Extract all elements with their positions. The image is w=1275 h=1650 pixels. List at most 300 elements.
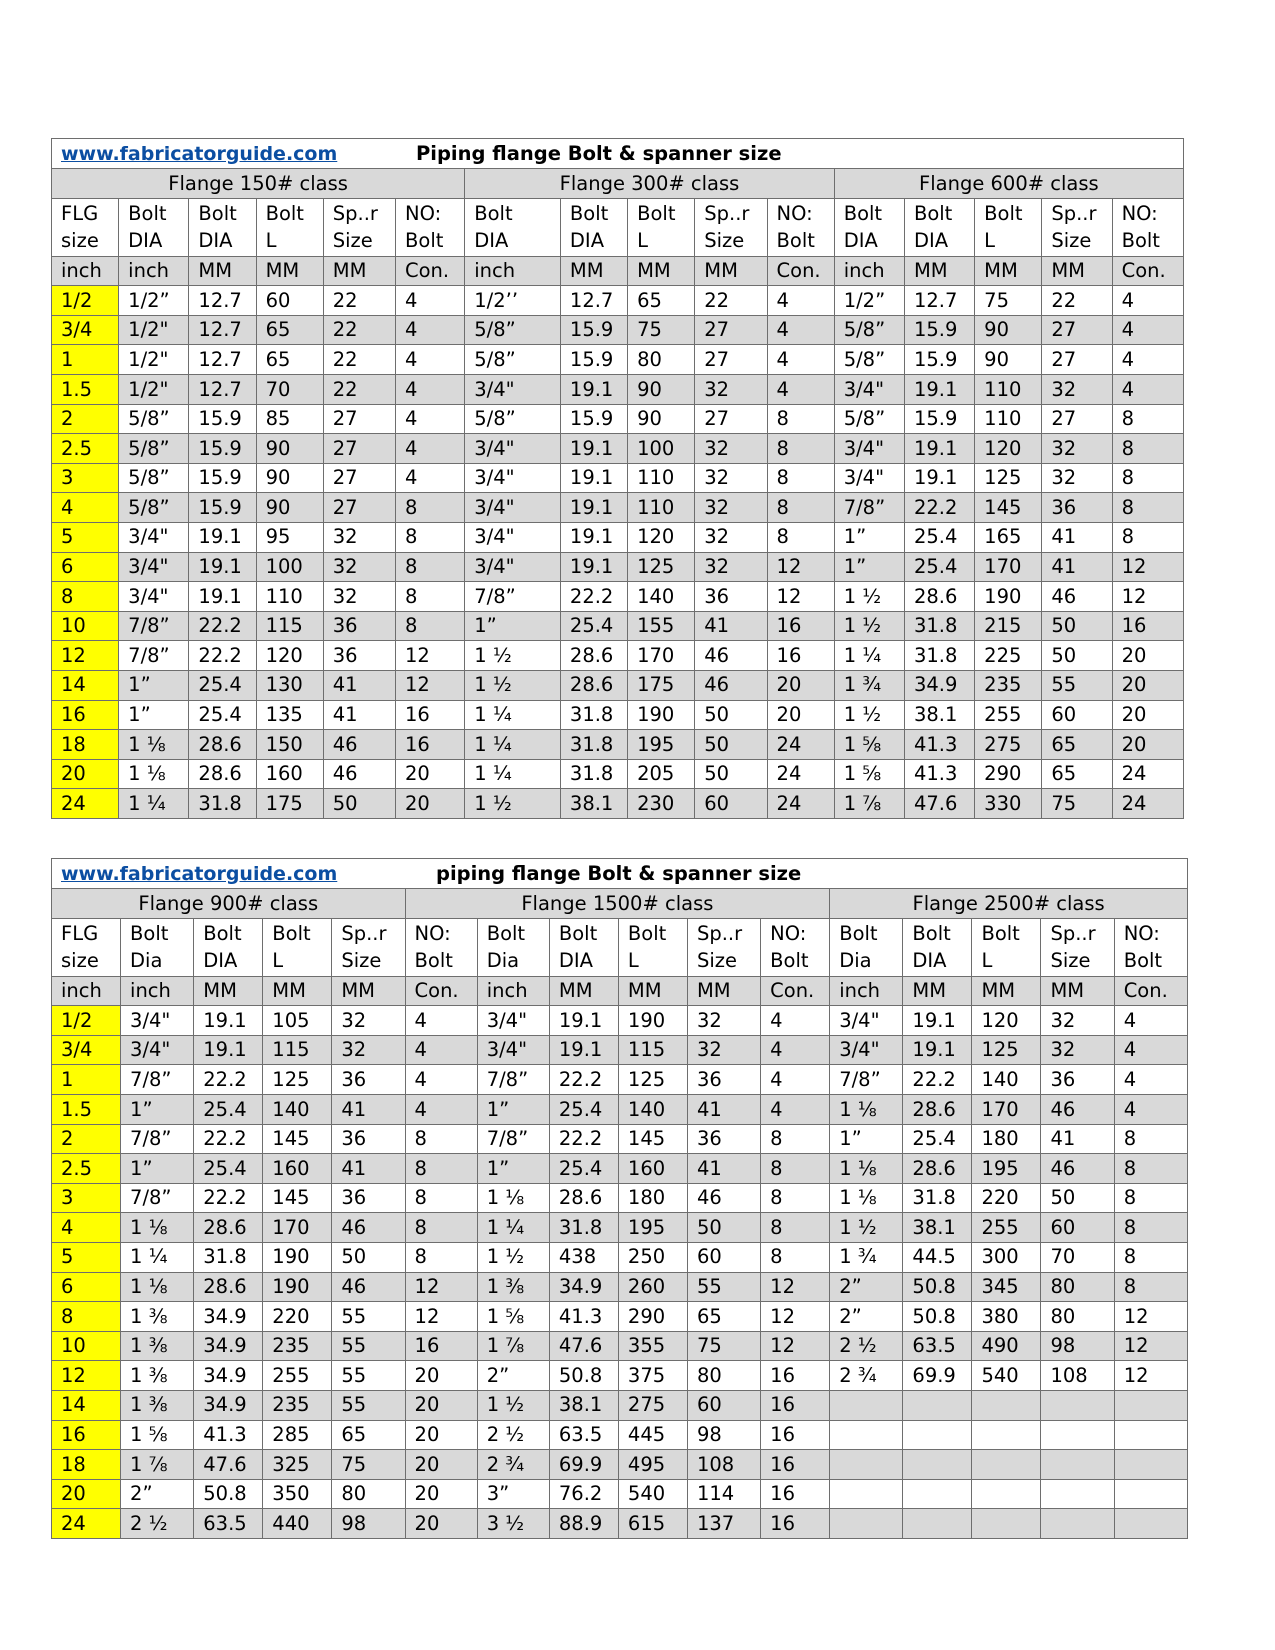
table-cell: 41: [687, 1094, 760, 1124]
table-cell: 3/4": [121, 1006, 194, 1036]
table-cell: 12: [761, 1272, 830, 1302]
table-cell: 230: [628, 789, 695, 819]
class-row: [52, 169, 1184, 199]
table-cell: 170: [263, 1213, 332, 1243]
table-cell: 15.9: [560, 345, 627, 375]
table-cell: [972, 1390, 1041, 1420]
table-cell: 4: [396, 315, 465, 345]
table-cell: 36: [332, 1183, 405, 1213]
table-cell: 16: [761, 1450, 830, 1480]
unit-cell: MM: [323, 256, 395, 286]
column-header-line1: Bolt: [198, 202, 237, 226]
table-cell: 90: [256, 493, 323, 523]
table-cell: 22: [323, 374, 395, 404]
table-cell: 90: [975, 315, 1042, 345]
column-header-line2: DIA: [913, 228, 949, 252]
class-row: [52, 889, 1188, 919]
flange-size-cell: 8: [52, 1302, 121, 1332]
table-cell: [972, 1509, 1041, 1539]
table-cell: 195: [628, 730, 695, 760]
table-cell: [1041, 1390, 1114, 1420]
table-cell: 2 ½: [477, 1420, 549, 1450]
column-header-line2: Dia: [486, 948, 520, 972]
unit-cell: MM: [687, 976, 760, 1006]
table-cell: [1041, 1420, 1114, 1450]
column-header: [52, 918, 121, 976]
table-cell: 255: [972, 1213, 1041, 1243]
unit-cell: Con.: [405, 976, 477, 1006]
table-cell: 114: [687, 1479, 760, 1509]
table-cell: 15.9: [189, 493, 256, 523]
table-cell: 36: [332, 1124, 405, 1154]
table-cell: 16: [396, 730, 465, 760]
table-cell: 8: [1114, 1213, 1187, 1243]
table-cell: 1 ⅛: [119, 759, 189, 789]
table-cell: 135: [256, 700, 323, 730]
column-header-line1: Bolt: [558, 922, 598, 946]
column-header: [189, 198, 256, 256]
unit-cell: MM: [1041, 976, 1114, 1006]
unit-cell: Con.: [1112, 256, 1183, 286]
table-cell: 8: [1112, 522, 1183, 552]
table-cell: 1 ¼: [121, 1242, 194, 1272]
table-cell: 4: [396, 463, 465, 493]
table-cell: 65: [628, 286, 695, 316]
column-header-line1: Bolt: [839, 922, 878, 946]
table-cell: [1041, 1450, 1114, 1480]
table-cell: 65: [687, 1302, 760, 1332]
table-cell: 19.1: [904, 374, 974, 404]
column-header-line2: Bolt: [1123, 948, 1163, 972]
table-cell: 1”: [119, 670, 189, 700]
table-cell: 260: [618, 1272, 687, 1302]
table-cell: 2”: [830, 1272, 903, 1302]
table-cell: 20: [396, 789, 465, 819]
column-header: [405, 918, 477, 976]
column-header: [618, 918, 687, 976]
table-cell: 145: [263, 1183, 332, 1213]
table-cell: 4: [767, 345, 834, 375]
table-cell: 4: [761, 1006, 830, 1036]
table-cell: 36: [323, 611, 395, 641]
column-header-line1: Bolt: [984, 202, 1023, 226]
flange-size-cell: 6: [52, 552, 119, 582]
table-cell: 27: [695, 404, 767, 434]
table-cell: 350: [263, 1479, 332, 1509]
table-cell: 3/4": [830, 1035, 903, 1065]
column-header-line2: Bolt: [770, 948, 809, 972]
column-header-line2: DIA: [558, 948, 593, 972]
table-cell: 145: [263, 1124, 332, 1154]
table-cell: 31.8: [549, 1213, 618, 1243]
column-header: [975, 198, 1042, 256]
column-header: [256, 198, 323, 256]
table-cell: 28.6: [189, 759, 256, 789]
table-cell: 275: [975, 730, 1042, 760]
flange-size-cell: 1: [52, 1065, 121, 1095]
table-cell: 3”: [477, 1479, 549, 1509]
column-header-line2: size: [61, 948, 99, 972]
table-cell: 28.6: [903, 1154, 972, 1184]
table-cell: [1114, 1479, 1187, 1509]
table-cell: 160: [618, 1154, 687, 1184]
table-cell: 235: [263, 1331, 332, 1361]
table-cell: 22.2: [549, 1065, 618, 1095]
table-cell: 75: [687, 1331, 760, 1361]
table-row: [52, 1390, 1188, 1420]
unit-cell: inch: [830, 976, 903, 1006]
table-cell: 27: [323, 434, 395, 464]
table-cell: 41.3: [904, 759, 974, 789]
flange-size-cell: 1.5: [52, 374, 119, 404]
table-row: [52, 1154, 1188, 1184]
table-cell: 1 ⅛: [830, 1183, 903, 1213]
flange-size-cell: 12: [52, 1361, 121, 1391]
column-header-line1: Bolt: [637, 202, 676, 226]
table-row: [52, 374, 1184, 404]
flange-size-cell: 16: [52, 1420, 121, 1450]
table-cell: 41.3: [904, 730, 974, 760]
table-cell: 12: [1112, 552, 1183, 582]
table-cell: 1 ⅞: [834, 789, 904, 819]
table-cell: 44.5: [903, 1242, 972, 1272]
table-cell: 31.8: [903, 1183, 972, 1213]
table-cell: 1 ¼: [119, 789, 189, 819]
table-cell: 108: [1041, 1361, 1114, 1391]
table-row: [52, 730, 1184, 760]
table-cell: 5/8”: [465, 315, 561, 345]
table-cell: 46: [332, 1213, 405, 1243]
table-cell: 50: [1042, 611, 1112, 641]
table-row: [52, 1094, 1188, 1124]
table-cell: 28.6: [560, 641, 627, 671]
column-header-line1: Bolt: [265, 202, 304, 226]
table-cell: 31.8: [904, 611, 974, 641]
table-cell: 15.9: [189, 434, 256, 464]
table-cell: 22: [1042, 286, 1112, 316]
table-cell: 1 ½: [477, 1242, 549, 1272]
table-cell: [1114, 1390, 1187, 1420]
table-cell: 46: [1041, 1094, 1114, 1124]
table-cell: 190: [263, 1242, 332, 1272]
table-cell: 345: [972, 1272, 1041, 1302]
table-cell: 31.8: [904, 641, 974, 671]
table-cell: 1 ⅜: [477, 1272, 549, 1302]
flange-size-cell: 18: [52, 1450, 121, 1480]
table-cell: 60: [687, 1242, 760, 1272]
table-cell: 1/2": [119, 345, 189, 375]
table-cell: 50: [323, 789, 395, 819]
table-cell: 8: [1112, 493, 1183, 523]
table-cell: 8: [405, 1183, 477, 1213]
table-row: [52, 670, 1184, 700]
column-header-line2: DIA: [474, 228, 509, 252]
table-cell: 1/2’’: [465, 286, 561, 316]
table-cell: 32: [323, 522, 395, 552]
table-cell: 20: [405, 1420, 477, 1450]
table-cell: 16: [761, 1420, 830, 1450]
table-cell: 8: [767, 522, 834, 552]
table-cell: 32: [1042, 463, 1112, 493]
table-cell: 16: [761, 1479, 830, 1509]
table-row: [52, 789, 1184, 819]
table-cell: 60: [687, 1390, 760, 1420]
column-header-line1: Bolt: [569, 202, 609, 226]
table-cell: 32: [695, 434, 767, 464]
table-row: [52, 1450, 1188, 1480]
table-cell: [1114, 1420, 1187, 1450]
table-cell: 25.4: [194, 1094, 263, 1124]
table-cell: 115: [618, 1035, 687, 1065]
table-cell: 98: [1041, 1331, 1114, 1361]
table-cell: 27: [1042, 315, 1112, 345]
flange-table-900-1500-2500: [51, 858, 1188, 1539]
column-header: [830, 918, 903, 976]
column-header: [323, 198, 395, 256]
table-cell: 1/2": [119, 374, 189, 404]
table-cell: 34.9: [194, 1390, 263, 1420]
table-cell: 63.5: [549, 1420, 618, 1450]
table-cell: 108: [687, 1450, 760, 1480]
table-cell: 1 ¼: [465, 730, 561, 760]
table-cell: 22.2: [194, 1065, 263, 1095]
column-header-line2: Dia: [130, 948, 163, 972]
table-cell: [830, 1450, 903, 1480]
flange-size-cell: 2: [52, 1124, 121, 1154]
unit-cell: MM: [189, 256, 256, 286]
table-cell: 12: [767, 552, 834, 582]
table-cell: 195: [972, 1154, 1041, 1184]
table-cell: 8: [396, 493, 465, 523]
table-row: [52, 404, 1184, 434]
table-cell: 28.6: [560, 670, 627, 700]
table-cell: 8: [761, 1242, 830, 1272]
table-cell: 50: [1042, 641, 1112, 671]
site-link[interactable]: www.fabricatorguide.com: [61, 142, 338, 165]
table-row: [52, 1302, 1188, 1332]
table-cell: 1 ⅞: [477, 1331, 549, 1361]
table-cell: 12.7: [189, 345, 256, 375]
table-cell: 5/8”: [119, 493, 189, 523]
table-cell: 20: [767, 670, 834, 700]
table-cell: 24: [767, 759, 834, 789]
table-row: [52, 552, 1184, 582]
table-cell: 32: [332, 1035, 405, 1065]
table-cell: 15.9: [560, 404, 627, 434]
table-cell: 4: [767, 315, 834, 345]
table-cell: 19.1: [549, 1035, 618, 1065]
table-cell: 41: [323, 670, 395, 700]
table-cell: 12: [761, 1302, 830, 1332]
table-cell: [1114, 1450, 1187, 1480]
table-cell: [903, 1420, 972, 1450]
table-cell: 27: [323, 404, 395, 434]
table-cell: 3/4": [834, 434, 904, 464]
table-cell: 50.8: [903, 1272, 972, 1302]
table-cell: 170: [975, 552, 1042, 582]
flange-table-150-300-600: [51, 138, 1184, 819]
column-header: [904, 198, 974, 256]
flange-size-cell: 1/2: [52, 1006, 121, 1036]
table-cell: 1 ½: [465, 789, 561, 819]
column-header-line2: L: [637, 228, 648, 252]
column-header-line1: Sp..r: [332, 202, 378, 226]
table-cell: 20: [396, 759, 465, 789]
table-cell: 15.9: [904, 404, 974, 434]
table-cell: 190: [618, 1006, 687, 1036]
column-header-line2: Dia: [839, 948, 872, 972]
table-cell: 46: [1041, 1154, 1114, 1184]
table-cell: 28.6: [194, 1213, 263, 1243]
table-cell: [830, 1420, 903, 1450]
table-cell: 70: [1041, 1242, 1114, 1272]
unit-cell: MM: [695, 256, 767, 286]
table-cell: 16: [767, 641, 834, 671]
column-header: [477, 918, 549, 976]
table-cell: 1”: [465, 611, 561, 641]
table-cell: 76.2: [549, 1479, 618, 1509]
table-row: [52, 1420, 1188, 1450]
column-header: [396, 198, 465, 256]
table-row: [52, 286, 1184, 316]
unit-cell: Con.: [767, 256, 834, 286]
flange-class-header: Flange 150# class: [52, 169, 465, 199]
table-cell: 3/4": [465, 552, 561, 582]
table-cell: 20: [405, 1390, 477, 1420]
unit-row: [52, 256, 1184, 286]
table-cell: 25.4: [549, 1154, 618, 1184]
column-header-line2: Size: [696, 948, 737, 972]
table-cell: 25.4: [189, 670, 256, 700]
column-header: [972, 918, 1041, 976]
table-cell: 3/4": [119, 552, 189, 582]
table-cell: 3/4": [119, 522, 189, 552]
table-cell: 120: [628, 522, 695, 552]
table-cell: 170: [628, 641, 695, 671]
table-cell: [903, 1509, 972, 1539]
flange-class-header: Flange 1500# class: [405, 889, 830, 919]
table-cell: 60: [695, 789, 767, 819]
table-cell: 55: [332, 1331, 405, 1361]
flange-size-cell: 2.5: [52, 434, 119, 464]
table-cell: 36: [695, 582, 767, 612]
table-cell: 90: [256, 463, 323, 493]
table-cell: 22.2: [903, 1065, 972, 1095]
table-cell: 15.9: [189, 463, 256, 493]
flange-size-cell: 20: [52, 1479, 121, 1509]
table-cell: 1”: [121, 1094, 194, 1124]
table-cell: 1 ½: [834, 582, 904, 612]
table-cell: 22.2: [189, 641, 256, 671]
table-cell: 8: [405, 1154, 477, 1184]
column-header-row: [52, 918, 1188, 976]
table-cell: 110: [628, 493, 695, 523]
table-cell: 3 ½: [477, 1509, 549, 1539]
table-row: [52, 345, 1184, 375]
table-cell: 160: [256, 759, 323, 789]
table-cell: 69.9: [549, 1450, 618, 1480]
table-cell: 4: [396, 286, 465, 316]
table-cell: 3/4": [465, 434, 561, 464]
column-header-line1: Sp..r: [1050, 922, 1096, 946]
table-cell: 12.7: [189, 315, 256, 345]
flange-class-header: Flange 300# class: [465, 169, 834, 199]
column-header: [1114, 918, 1187, 976]
column-header-line1: Bolt: [474, 202, 513, 226]
table-cell: 55: [332, 1361, 405, 1391]
table-cell: 7/8”: [119, 611, 189, 641]
table-row: [52, 493, 1184, 523]
table-cell: 46: [1042, 582, 1112, 612]
table-cell: 175: [628, 670, 695, 700]
table-cell: 3/4": [477, 1006, 549, 1036]
flange-size-cell: 8: [52, 582, 119, 612]
table-cell: 8: [1112, 404, 1183, 434]
column-header: [834, 198, 904, 256]
table-cell: 1 ¼: [465, 759, 561, 789]
column-header: [194, 918, 263, 976]
flange-size-cell: 16: [52, 700, 119, 730]
table-cell: 38.1: [560, 789, 627, 819]
flange-size-cell: 3: [52, 1183, 121, 1213]
table-cell: 25.4: [189, 700, 256, 730]
column-header-line1: Sp..r: [341, 922, 387, 946]
table-cell: 75: [975, 286, 1042, 316]
table-cell: 255: [975, 700, 1042, 730]
table-cell: 615: [618, 1509, 687, 1539]
table-cell: 28.6: [549, 1183, 618, 1213]
column-header-line2: Bolt: [776, 228, 815, 252]
table-title-cell: [52, 139, 1184, 169]
table-cell: 1”: [834, 552, 904, 582]
unit-cell: Con.: [761, 976, 830, 1006]
table-cell: 19.1: [194, 1006, 263, 1036]
table-cell: 140: [628, 582, 695, 612]
table-cell: 4: [1112, 374, 1183, 404]
table-cell: 7/8”: [121, 1124, 194, 1154]
column-header-row: [52, 198, 1184, 256]
site-link[interactable]: www.fabricatorguide.com: [61, 862, 338, 885]
column-header-line2: DIA: [843, 228, 878, 252]
table-cell: 8: [396, 552, 465, 582]
table-cell: 235: [263, 1390, 332, 1420]
table-cell: 31.8: [189, 789, 256, 819]
table-cell: 65: [1042, 759, 1112, 789]
column-header-line1: NO:: [405, 202, 442, 226]
column-header-line1: Bolt: [203, 922, 242, 946]
table-cell: 55: [1042, 670, 1112, 700]
table-cell: 19.1: [904, 434, 974, 464]
table-cell: 1/2”: [834, 286, 904, 316]
table-cell: 60: [1041, 1213, 1114, 1243]
table-cell: 190: [975, 582, 1042, 612]
table-cell: 110: [975, 374, 1042, 404]
table-cell: 69.9: [903, 1361, 972, 1391]
table-cell: 4: [405, 1094, 477, 1124]
table-cell: 80: [1041, 1272, 1114, 1302]
table-cell: 250: [618, 1242, 687, 1272]
table-cell: 16: [1112, 611, 1183, 641]
table-cell: 7/8”: [119, 641, 189, 671]
table-row: [52, 611, 1184, 641]
table-cell: 12.7: [560, 286, 627, 316]
table-cell: 25.4: [904, 522, 974, 552]
table-cell: 125: [975, 463, 1042, 493]
table-title-cell: [52, 859, 1188, 889]
table-cell: 290: [618, 1302, 687, 1332]
table-cell: 27: [323, 463, 395, 493]
column-header-line1: NO:: [770, 922, 807, 946]
